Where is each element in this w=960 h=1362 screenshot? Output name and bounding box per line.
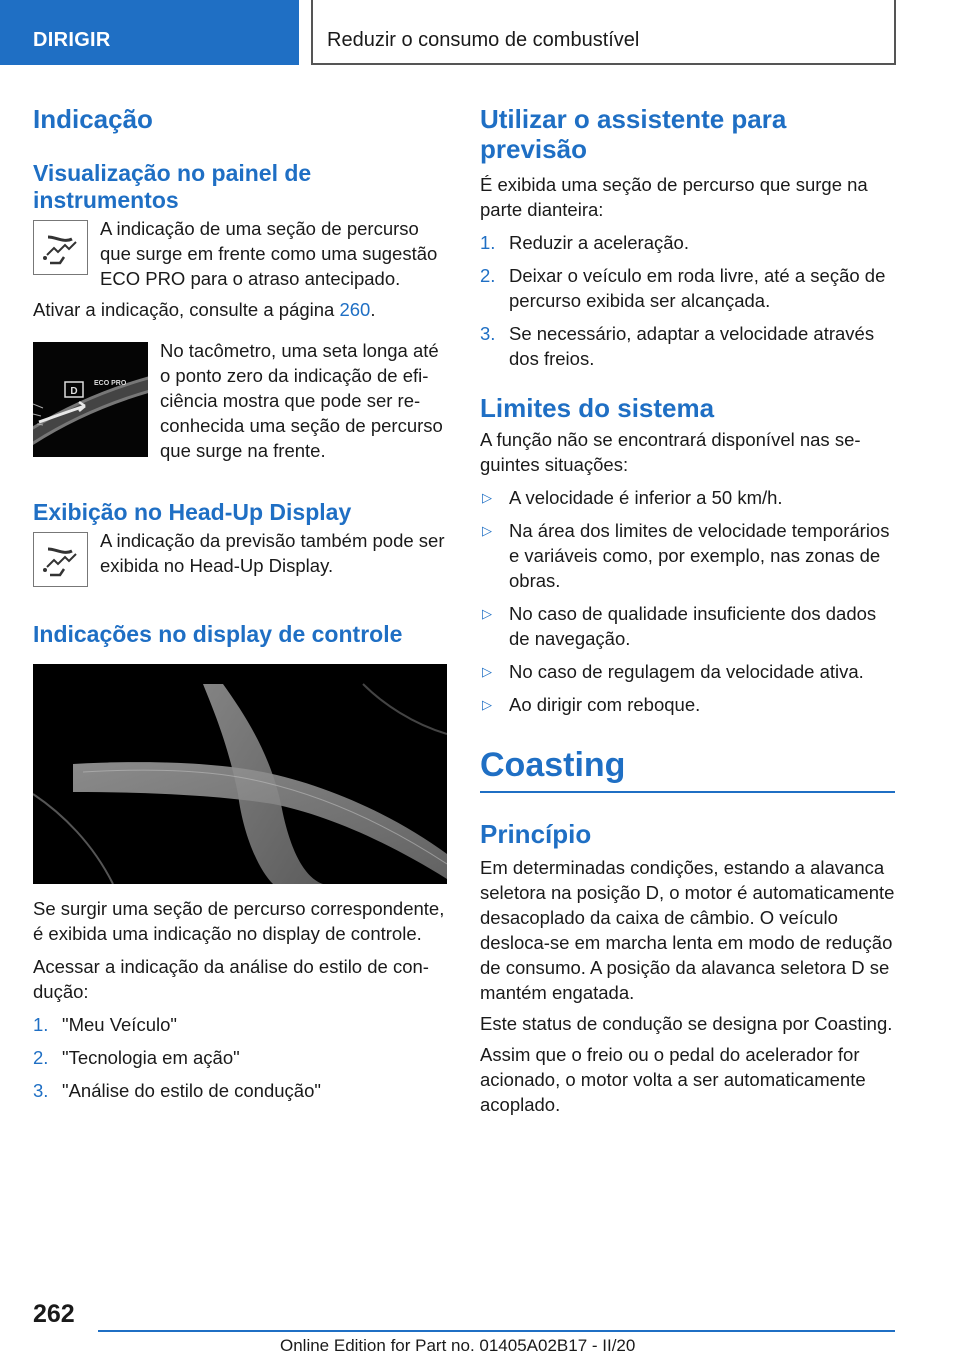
left-column (33, 100, 447, 1111)
ativar-paragraph (33, 297, 447, 322)
headup-block (33, 528, 447, 587)
menu-steps-list (33, 1012, 447, 1103)
triangle-bullet-icon: ▷ (482, 697, 492, 712)
heading-headup: Exibição no Head-Up Display (33, 499, 352, 525)
tacho-eco-label: ECO PRO (94, 380, 127, 387)
principio-text-1: Em determinadas condições, estando a alavanca seletora na posição D, o motor é automaticamente desacoplado da caixa de câmbio. O veículo desloca-se em marcha lenta em modo de redução de consumo. A posição da alavanca seletora D se mantém engatada. (480, 857, 895, 1003)
chapter-title: Reduzir o consumo de combustível (327, 29, 640, 51)
acessar-text: Acessar a indicação da análise do estilo de condução: (33, 956, 429, 1002)
ativar-text: Ativar a indicação, consulte a página (33, 299, 335, 320)
assistente-text: É exibida uma seção de percurso que surge na parte dianteira: (480, 174, 868, 220)
control-display-image (33, 664, 447, 884)
list-item: 2. Deixar o veículo em roda livre, até a seção de percurso exibida ser alcançada. (480, 265, 886, 311)
list-item: 1. "Meu Veículo" (33, 1014, 177, 1035)
page-link-260[interactable]: 260 (339, 299, 371, 320)
triangle-bullet-icon: ▷ (482, 523, 492, 538)
road-ahead-icon (33, 220, 88, 275)
road-ahead-icon-hud (33, 532, 88, 587)
list-item: 3. Se necessário, adaptar a velocidade através dos freios. (480, 323, 875, 369)
heading-principio: Princípio (480, 819, 592, 849)
list-item: 3. "Análise do estilo de condução" (33, 1080, 321, 1101)
heading-assistente: Utilizar o assistente para previsão (480, 104, 787, 164)
visualizacao-block (33, 216, 447, 291)
limites-bullet-list (480, 485, 895, 717)
tacho-text: No tacômetro, uma seta longa até o ponto zero da indicação de eficiência mostra que pode ser reconhecida uma seção de percurso que surge na frente. (160, 340, 443, 461)
heading-indicacao: Indicação (33, 104, 153, 134)
heading-limites: Limites do sistema (480, 393, 715, 423)
list-item: ▷ No caso de regulagem da velocidade ativa. (482, 661, 864, 682)
surgir-text: Se surgir uma seção de percurso correspondente, é exibida uma indicação no display de controle. (33, 898, 445, 944)
list-item: ▷ A velocidade é inferior a 50 km/h. (482, 487, 783, 508)
page-number: 262 (33, 1300, 75, 1328)
right-column (480, 100, 895, 1117)
heading-visualizacao: Visualização no painel de instrumentos (33, 160, 312, 213)
section-title: DIRIGIR (33, 29, 111, 51)
list-item: ▷ Na área dos limites de velocidade temporários e variáveis como, por exemplo, nas zonas de obras. (482, 520, 890, 591)
heading-display: Indicações no display de controle (33, 621, 403, 647)
chapter-tab (311, 0, 896, 65)
footer-divider (98, 1330, 895, 1332)
assistente-steps-list (480, 230, 895, 371)
edition-footer: Online Edition for Part no. 01405A02B17 - II/20 (280, 1336, 636, 1355)
triangle-bullet-icon: ▷ (482, 664, 492, 679)
tachometer-image (33, 342, 148, 457)
list-item: ▷ Ao dirigir com reboque. (482, 694, 701, 715)
list-item: 2. "Tecnologia em ação" (33, 1047, 240, 1068)
heading-coasting: Coasting (480, 745, 895, 793)
principio-text-2: Este status de condução se designa por Coasting. (480, 1013, 893, 1034)
triangle-bullet-icon: ▷ (482, 490, 492, 505)
tacho-block (33, 338, 447, 463)
principio-text-3: Assim que o freio ou o pedal do acelerador for acionado, o motor volta a ser automaticamente acoplado. (480, 1044, 866, 1115)
ativar-end: . (370, 299, 376, 320)
visualizacao-text: A indicação de uma seção de percurso que surge em frente como uma sugestão ECO PRO para o atraso antecipado. (100, 218, 438, 289)
tacho-d-label: D (70, 386, 78, 397)
limites-text: A função não se encontrará disponível nas seguintes situações: (480, 429, 861, 475)
headup-text: A indicação da previsão também pode ser exibida no Head-Up Display. (100, 530, 445, 576)
list-item: 1. Reduzir a aceleração. (480, 232, 689, 253)
triangle-bullet-icon: ▷ (482, 606, 492, 621)
list-item: ▷ No caso de qualidade insuficiente dos dados de navegação. (482, 603, 877, 649)
section-tab (0, 0, 299, 65)
